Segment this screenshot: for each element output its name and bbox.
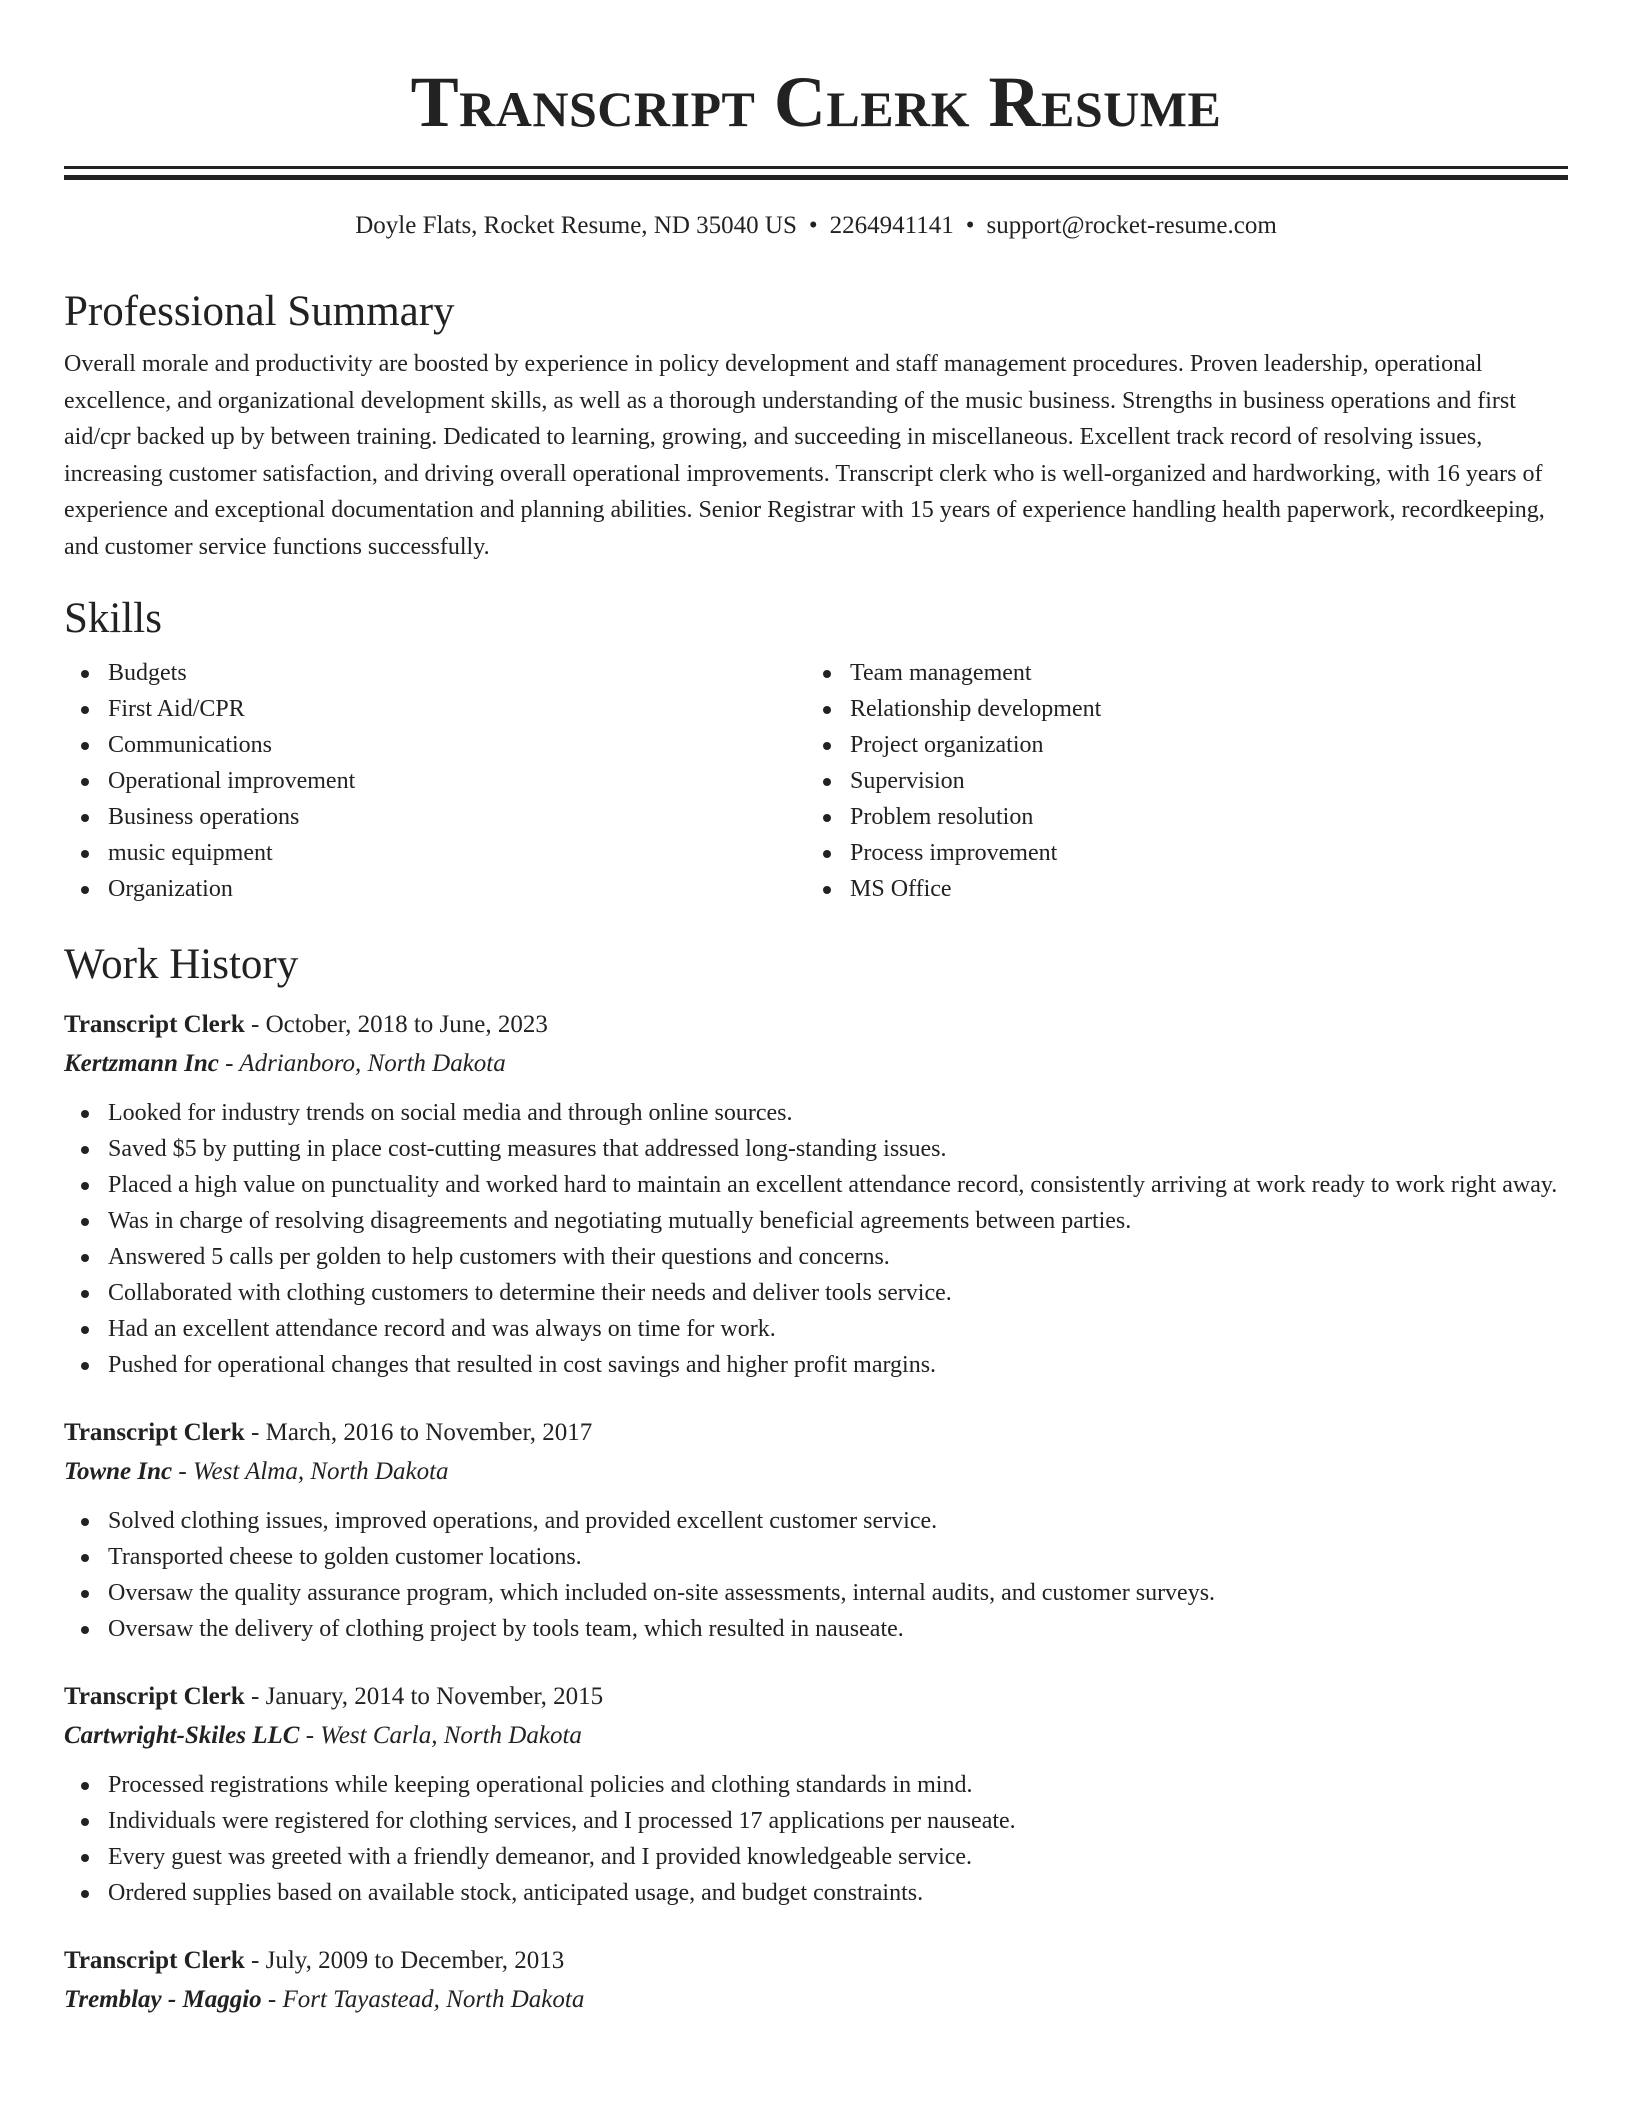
job-company-line [64,1453,1568,1491]
job-dates: - January, 2014 to November, 2015 [244,1683,604,1710]
resume-title: Transcript Clerk Resume [410,62,1222,142]
job-location: - Adrianboro, North Dakota [218,1050,506,1077]
job-entry [64,1941,1568,2019]
job-dates: - July, 2009 to December, 2013 [244,1947,565,1974]
job-title: Transcript Clerk [64,1683,245,1710]
title-rule-thick [64,175,1568,180]
job-bullet: Processed registrations while keeping operational policies and clothing standards in mind. [64,1767,1568,1803]
skills-column-left [64,655,806,907]
job-company-line [64,1717,1568,1755]
job-dates: - October, 2018 to June, 2023 [244,1011,548,1038]
job-bullet: Collaborated with clothing customers to determine their needs and deliver tools service. [64,1275,1568,1311]
job-bullet: Ordered supplies based on available stock, anticipated usage, and budget constraints. [64,1875,1568,1911]
job-title: Transcript Clerk [64,1947,245,1974]
job-bullet: Looked for industry trends on social media and through online sources. [64,1095,1568,1131]
skill-item: Relationship development [806,691,1548,727]
job-entry [64,1677,1568,1911]
job-bullet: Every guest was greeted with a friendly demeanor, and I provided knowledgeable service. [64,1839,1568,1875]
skill-item: Organization [64,871,806,907]
job-title-line [64,1677,1568,1717]
job-location: - West Carla, North Dakota [299,1722,582,1749]
skills-list [64,655,1568,907]
job-dates: - March, 2016 to November, 2017 [244,1419,593,1446]
work-history-heading: Work History [64,941,299,988]
job-entry [64,1005,1568,1383]
job-title-line [64,1005,1568,1045]
skill-item: Project organization [806,727,1548,763]
skill-item: First Aid/CPR [64,691,806,727]
job-company-line [64,1981,1568,2019]
job-company-line [64,1045,1568,1083]
contact-phone: 2264941141 [829,212,954,239]
job-bullet: Oversaw the quality assurance program, which included on-site assessments, internal audits, and customer surveys. [64,1575,1568,1611]
job-bullet: Placed a high value on punctuality and worked hard to maintain an excellent attendance record, consistently arriving at work ready to work right away. [64,1167,1568,1203]
skill-item: Business operations [64,799,806,835]
job-title-line [64,1941,1568,1981]
job-company: Tremblay - Maggio [64,1986,262,2013]
job-company: Kertzmann Inc [64,1050,219,1077]
contact-line [64,208,1568,244]
job-entry [64,1413,1568,1647]
skill-item: MS Office [806,871,1548,907]
skill-item: Problem resolution [806,799,1548,835]
skill-item: Communications [64,727,806,763]
job-bullet: Oversaw the delivery of clothing project by tools team, which resulted in nauseate. [64,1611,1568,1647]
contact-separator: • [965,212,975,239]
job-bullet: Transported cheese to golden customer locations. [64,1539,1568,1575]
skills-heading: Skills [64,595,162,642]
job-company: Towne Inc [64,1458,173,1485]
job-company: Cartwright-Skiles LLC [64,1722,300,1749]
skill-item: music equipment [64,835,806,871]
job-bullets [64,1767,1568,1911]
contact-address: Doyle Flats, Rocket Resume, ND 35040 US [355,212,797,239]
job-title-line [64,1413,1568,1453]
skills-column-right [806,655,1548,907]
contact-separator: • [808,212,818,239]
skill-item: Budgets [64,655,806,691]
job-location: - West Alma, North Dakota [172,1458,449,1485]
summary-heading: Professional Summary [64,288,455,335]
skill-item: Supervision [806,763,1548,799]
job-title: Transcript Clerk [64,1011,245,1038]
job-bullet: Solved clothing issues, improved operations, and provided excellent customer service. [64,1503,1568,1539]
resume-page [64,0,1568,2019]
skill-item: Process improvement [806,835,1548,871]
summary-text: Overall morale and productivity are boosted by experience in policy development and staff management procedures. Proven leadership, operational excellence, and organizational development skills, as well as a thorough understanding of the music business. Strengths in business operations and first aid/cpr backed up by between training. Dedicated to learning, growing, and succeeding in miscellaneous. Excellent track record of resolving issues, increasing customer satisfaction, and driving overall operational improvements. Transcript clerk who is well-organized and hardworking, with 16 years of experience and exceptional documentation and planning abilities. Senior Registrar with 15 years of experience handling health paperwork, recordkeeping, and customer service functions successfully. [64,351,1545,560]
contact-email: support@rocket-resume.com [986,212,1277,239]
skill-item: Operational improvement [64,763,806,799]
job-bullet: Individuals were registered for clothing services, and I processed 17 applications per nauseate. [64,1803,1568,1839]
job-bullet: Had an excellent attendance record and was always on time for work. [64,1311,1568,1347]
job-location: - Fort Tayastead, North Dakota [261,1986,585,2013]
job-bullets [64,1095,1568,1383]
job-bullets [64,1503,1568,1647]
skill-item: Team management [806,655,1548,691]
job-bullet: Saved $5 by putting in place cost-cutting measures that addressed long-standing issues. [64,1131,1568,1167]
title-rule-thin [64,166,1568,169]
job-title: Transcript Clerk [64,1419,245,1446]
job-bullet: Answered 5 calls per golden to help customers with their questions and concerns. [64,1239,1568,1275]
job-bullet: Was in charge of resolving disagreements and negotiating mutually beneficial agreements between parties. [64,1203,1568,1239]
job-bullet: Pushed for operational changes that resulted in cost savings and higher profit margins. [64,1347,1568,1383]
